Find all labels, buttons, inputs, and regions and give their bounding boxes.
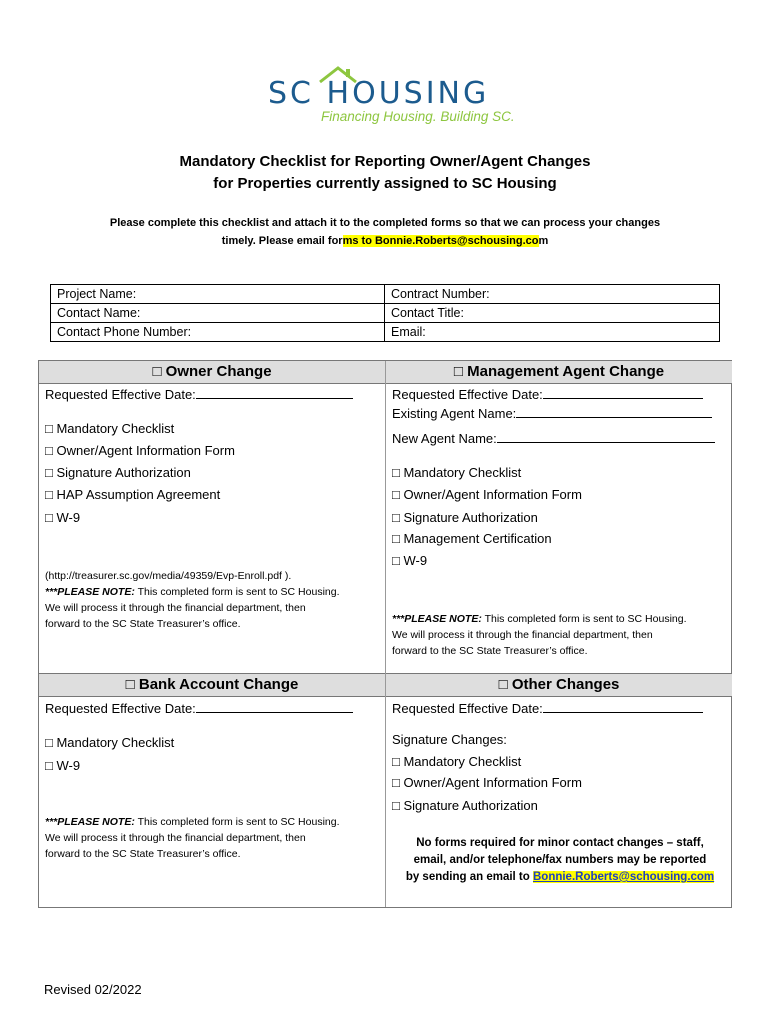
other-item-owner-agent-form[interactable]: □ Owner/Agent Information Form [392, 775, 582, 790]
mgmt-note-rest: This completed form is sent to SC Housing. [481, 613, 687, 625]
bank-note [45, 814, 375, 862]
mgmt-existing-agent-label: Existing Agent Name: [392, 406, 517, 421]
bank-item-mandatory-checklist[interactable]: □ Mandatory Checklist [45, 735, 175, 750]
owner-change-header[interactable]: □ Owner Change [39, 360, 385, 384]
owner-effective-date-label: Requested Effective Date: [45, 387, 196, 402]
revision-date: Revised 02/2022 [44, 982, 142, 997]
owner-note-rest: This completed form is sent to SC Housing. [134, 586, 340, 598]
table-row [51, 285, 720, 304]
mgmt-item-signature-authorization[interactable]: □ Signature Authorization [392, 510, 538, 525]
mgmt-item-management-certification[interactable]: □ Management Certification [392, 531, 552, 546]
other-effective-date[interactable] [392, 700, 703, 717]
logo-tagline: Financing Housing. Building SC. [321, 109, 515, 124]
mgmt-new-agent-line[interactable] [497, 430, 715, 443]
owner-item-signature-authorization[interactable]: □ Signature Authorization [45, 465, 191, 480]
mgmt-item-owner-agent-form[interactable]: □ Owner/Agent Information Form [392, 487, 582, 502]
project-name-field[interactable]: Project Name: [51, 285, 385, 304]
table-row [51, 323, 720, 342]
column-divider [385, 361, 386, 907]
mgmt-existing-agent-line[interactable] [516, 405, 712, 418]
bank-item-w9[interactable]: □ W-9 [45, 758, 81, 773]
bank-note-rest: This completed form is sent to SC Housing. [134, 816, 340, 828]
owner-item-mandatory-checklist[interactable]: □ Mandatory Checklist [45, 421, 175, 436]
contract-number-field[interactable]: Contract Number: [385, 285, 720, 304]
other-item-signature-authorization[interactable]: □ Signature Authorization [392, 798, 538, 813]
mgmt-new-agent-label: New Agent Name: [392, 431, 497, 446]
mgmt-effective-date-line[interactable] [543, 386, 703, 399]
minor-changes-line3: by sending an email to [405, 871, 530, 883]
instructions-line2-pre: timely. Please email for [221, 235, 343, 247]
bank-effective-date[interactable] [45, 700, 353, 717]
page-title-line1: Mandatory Checklist for Reporting Owner/Agent Changes [179, 153, 591, 170]
contact-phone-field[interactable]: Contact Phone Number: [51, 323, 385, 342]
contact-title-field[interactable]: Contact Title: [385, 304, 720, 323]
project-info-table [50, 284, 720, 342]
mgmt-existing-agent[interactable] [392, 405, 712, 422]
owner-note [45, 568, 375, 632]
bank-change-header[interactable]: □ Bank Account Change [39, 673, 385, 697]
mgmt-item-w9[interactable]: □ W-9 [392, 553, 428, 568]
bank-note-line2: We will process it through the financial department, then [45, 832, 306, 844]
instructions-line2-post: m [538, 235, 549, 247]
other-effective-date-line[interactable] [543, 700, 703, 713]
minor-changes-note [391, 835, 729, 886]
bank-effective-date-label: Requested Effective Date: [45, 701, 196, 716]
mgmt-note-line2: We will process it through the financial department, then [392, 629, 653, 641]
mgmt-effective-date[interactable] [392, 386, 703, 403]
owner-url-note: (http://treasurer.sc.gov/media/49359/Evp-Enroll.pdf ). [45, 570, 292, 582]
email-link[interactable]: Bonnie.Roberts@schousing.com [532, 871, 715, 883]
management-change-header[interactable]: □ Management Agent Change [386, 360, 732, 384]
other-effective-date-label: Requested Effective Date: [392, 701, 543, 716]
page-title-line2: for Properties currently assigned to SC Housing [213, 175, 557, 192]
owner-item-owner-agent-form[interactable]: □ Owner/Agent Information Form [45, 443, 235, 458]
mgmt-new-agent[interactable] [392, 430, 715, 447]
owner-note-line2: We will process it through the financial department, then [45, 602, 306, 614]
minor-changes-line1: No forms required for minor contact changes – staff, [416, 837, 704, 849]
logo-brand: SC HOUSING [268, 76, 490, 111]
mgmt-effective-date-label: Requested Effective Date: [392, 387, 543, 402]
mgmt-item-mandatory-checklist[interactable]: □ Mandatory Checklist [392, 465, 522, 480]
owner-item-hap-assumption[interactable]: □ HAP Assumption Agreement [45, 487, 221, 502]
minor-changes-line2: email, and/or telephone/fax numbers may be reported [413, 854, 707, 866]
owner-note-prefix: ***PLEASE NOTE: [45, 586, 135, 598]
contact-name-field[interactable]: Contact Name: [51, 304, 385, 323]
table-row [51, 304, 720, 323]
bank-note-prefix: ***PLEASE NOTE: [45, 816, 135, 828]
other-changes-header[interactable]: □ Other Changes [386, 673, 732, 697]
owner-effective-date[interactable] [45, 386, 353, 403]
owner-item-w9[interactable]: □ W-9 [45, 510, 81, 525]
other-signature-changes-label: Signature Changes: [392, 732, 507, 747]
mgmt-note-prefix: ***PLEASE NOTE: [392, 613, 482, 625]
email-field[interactable]: Email: [385, 323, 720, 342]
bank-note-line3: forward to the SC State Treasurer’s office. [45, 848, 241, 860]
bank-effective-date-line[interactable] [196, 700, 353, 713]
instructions-email-highlight: ms to Bonnie.Roberts@schousing.co [342, 235, 539, 247]
other-item-mandatory-checklist[interactable]: □ Mandatory Checklist [392, 754, 522, 769]
mgmt-note [392, 611, 722, 659]
sc-housing-logo [268, 62, 515, 130]
instructions-line1: Please complete this checklist and attach it to the completed forms so that we can process your changes [109, 217, 661, 229]
owner-effective-date-line[interactable] [196, 386, 353, 399]
owner-note-line3: forward to the SC State Treasurer’s office. [45, 618, 241, 630]
instructions [60, 214, 710, 250]
mgmt-note-line3: forward to the SC State Treasurer’s office. [392, 645, 588, 657]
checklist-grid [38, 360, 732, 908]
instructions-line2 [60, 232, 710, 250]
